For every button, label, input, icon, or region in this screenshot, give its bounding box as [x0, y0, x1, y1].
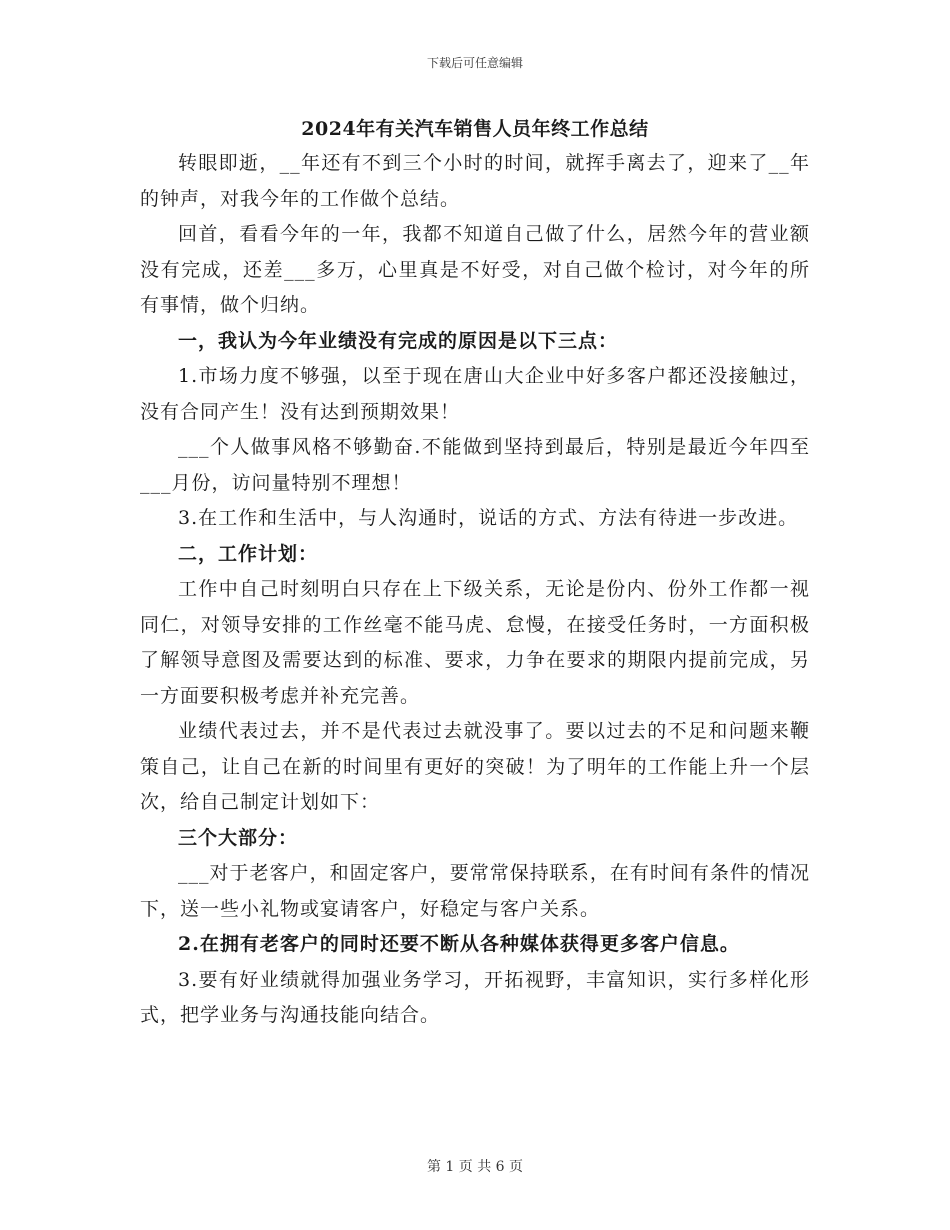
- paragraph: 转眼即逝，__年还有不到三个小时的时间，就挥手离去了，迎来了__年的钟声，对我今年的工作做个总结。: [140, 152, 810, 210]
- paragraph: 回首，看看今年的一年，我都不知道自己做了什么，居然今年的营业额没有完成，还差___多万，心里真是不好受，对自己做个检讨，对今年的所有事情，做个归纳。: [140, 223, 810, 316]
- section-heading: 一，我认为今年业绩没有完成的原因是以下三点：: [178, 329, 619, 352]
- document-title: 2024年有关汽车销售人员年终工作总结: [301, 118, 649, 140]
- section-heading: 三个大部分：: [178, 826, 299, 849]
- list-item: 3.在工作和生活中，与人沟通时，说话的方式、方法有待进一步改进。: [178, 507, 799, 529]
- list-item: 1.市场力度不够强，以至于现在唐山大企业中好多客户都还没接触过，没有合同产生！没有达到预期效果！: [140, 365, 810, 423]
- list-item: ___个人做事风格不够勤奋.不能做到坚持到最后，特别是最近今年四至___月份，访问量特别不理想！: [140, 436, 810, 494]
- page-footer: 第 1 页 共 6 页: [426, 1159, 524, 1175]
- document-body: [140, 146, 810, 1034]
- section-heading: 二，工作计划：: [178, 542, 319, 565]
- header-note: 下载后可任意编辑: [426, 56, 523, 70]
- list-item-bold: 2.在拥有老客户的同时还要不断从各种媒体获得更多客户信息。: [178, 933, 740, 955]
- list-item: 3.要有好业绩就得加强业务学习，开拓视野，丰富知识，实行多样化形式，把学业务与沟通技能向结合。: [140, 968, 810, 1026]
- list-item: ___对于老客户，和固定客户，要常常保持联系，在有时间有条件的情况下，送一些小礼物或宴请客户，好稳定与客户关系。: [140, 862, 810, 920]
- paragraph: 工作中自己时刻明白只存在上下级关系，无论是份内、份外工作都一视同仁，对领导安排的工作丝毫不能马虎、怠慢，在接受任务时，一方面积极了解领导意图及需要达到的标准、要求，力争在要求的期限内提前完成，另一方面要积极考虑并补充完善。: [140, 578, 810, 707]
- paragraph: 业绩代表过去，并不是代表过去就没事了。要以过去的不足和问题来鞭策自己，让自己在新的时间里有更好的突破！为了明年的工作能上升一个层次，给自己制定计划如下：: [140, 720, 810, 813]
